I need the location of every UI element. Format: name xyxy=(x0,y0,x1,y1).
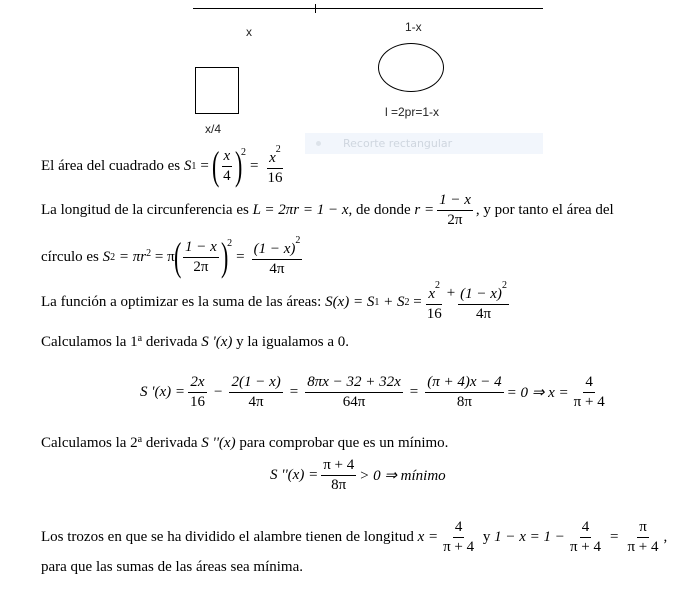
paren: ( xyxy=(173,234,182,279)
text: La función a optimizar es la suma de las áreas: xyxy=(41,293,326,310)
math: r = xyxy=(414,201,435,218)
fraction: $\frac{2x}{16}$ xyxy=(189,373,205,410)
x-label: x xyxy=(246,25,252,39)
paren: ( xyxy=(211,143,220,188)
math: = xyxy=(409,293,422,310)
snip-tooltip[interactable] xyxy=(305,133,543,154)
paragraph-second-derivative: Calculamos la 2 $^a$ derivada S ''(x) para comprobar que es un mínimo. xyxy=(41,433,449,451)
math: 1 − x = 1 − xyxy=(494,528,565,545)
fraction: $\frac{4}{\pi + 4}$ xyxy=(569,518,601,555)
fraction: $\frac{(1 - x)^2}{4\pi}$ xyxy=(460,280,507,322)
text: y xyxy=(479,528,495,545)
fraction: $\frac{8\pi x - 32 + 32x}{64\pi}$ xyxy=(307,373,401,410)
fraction: $\frac{(\pi + 4)x - 4}{8\pi}$ xyxy=(427,373,502,410)
circle-top-label: 1-x xyxy=(405,20,422,34)
paragraph-circumference xyxy=(41,190,614,230)
paragraph-circle-area: círculo es S 2 = πr $^2$ = π ( $\frac{1 - x}{2\pi}$ ) $^2$ = $\frac{(1 - x)^2}{4\pi}$ xyxy=(41,234,301,279)
fraction: $\frac{1 - x}{2\pi}$ xyxy=(185,238,217,275)
math: = 0 ⇒ x = xyxy=(506,384,569,401)
fraction: $\frac{(1 - x)^2}{4\pi}$ xyxy=(253,235,301,277)
math: 1 xyxy=(191,160,197,172)
wire-line xyxy=(193,8,543,9)
text: para comprobar que es un mínimo. xyxy=(235,434,449,451)
math: x = xyxy=(417,528,439,545)
paren: ) xyxy=(234,143,242,188)
text: , y por tanto el área del xyxy=(475,201,614,218)
fraction: $\frac{4}{\pi + 4}$ xyxy=(573,373,605,410)
paragraph-objective: La función a optimizar es la suma de las áreas: S(x) = S 1 + S 2 = $\frac{x^2}{16}$ + $\frac{(1 - x)^2}{4\pi}$ xyxy=(41,280,507,322)
math: = π xyxy=(151,248,175,265)
circle-bottom-label: l =2pr=1-x xyxy=(385,105,440,119)
equation-second-derivative xyxy=(270,455,446,495)
text: El área del cuadrado es xyxy=(41,157,184,174)
math: L = 2πr = 1 − x xyxy=(252,201,349,218)
text: para que las sumas de las áreas sea mínima. xyxy=(41,558,303,575)
fraction: $\frac{x^2}{16}$ xyxy=(426,280,442,322)
paren: ) xyxy=(220,234,229,279)
math: S xyxy=(102,248,111,265)
paragraph-conclusion: Los trozos en que se ha dividido el alambre tienen de longitud x = $\frac{4}{\pi + 4}$ y 1 − x = 1 − $\frac{4}{\pi + 4}$ = $\frac{\pi}{\pi + 4}$ , xyxy=(41,518,668,555)
math: S ''(x) = xyxy=(270,466,319,483)
text: Calculamos la 1 xyxy=(41,333,138,350)
math: > 0 ⇒ mínimo xyxy=(359,467,446,484)
fraction: $\frac{\pi}{\pi + 4}$ xyxy=(627,518,659,555)
bullet-icon xyxy=(316,141,321,146)
fraction: $\frac{x}{4}$ xyxy=(223,147,231,184)
fraction: $\frac{x^2}{16}$ xyxy=(267,144,283,186)
text: La longitud de la circunferencia es xyxy=(41,201,253,218)
square-shape xyxy=(195,67,239,114)
math: S '(x) = xyxy=(140,383,185,400)
text: derivada xyxy=(142,333,202,350)
text: y la igualamos a 0. xyxy=(232,333,349,350)
text: Calculamos la 2 xyxy=(41,434,138,451)
math: 2 xyxy=(240,146,246,158)
tooltip-label: Recorte rectangular xyxy=(343,137,453,150)
text: Los trozos en que se ha dividido el alambre tienen de longitud xyxy=(41,528,418,545)
wire-cut-mark xyxy=(315,4,316,13)
math: = xyxy=(249,157,259,174)
paragraph-square-area xyxy=(41,143,287,188)
math: = xyxy=(200,157,209,174)
text: círculo es xyxy=(41,248,103,265)
circle-shape xyxy=(378,43,444,92)
text: derivada xyxy=(142,434,202,451)
math: S xyxy=(183,157,192,174)
square-label: x/4 xyxy=(205,122,222,136)
text: , de donde xyxy=(348,201,415,218)
math: S ''(x) xyxy=(201,434,236,451)
math: + S xyxy=(379,293,405,310)
fraction: $\frac{\pi + 4}{8\pi}$ xyxy=(323,456,355,493)
fraction: $\frac{1 - x}{2\pi}$ xyxy=(439,191,471,228)
fraction: $\frac{2(1 - x)}{4\pi}$ xyxy=(231,373,281,410)
math: S '(x) xyxy=(201,333,233,350)
math: = πr xyxy=(115,248,147,265)
paragraph-conclusion-end xyxy=(41,557,303,577)
paragraph-first-derivative: Calculamos la 1 $^a$ derivada S '(x) y la igualamos a 0. xyxy=(41,332,349,350)
equation-first-derivative: S '(x) = $\frac{2x}{16}$ − $\frac{2(1 - x)}{4\pi}$ = $\frac{8\pi x - 32 + 32x}{64\pi}$ = $\frac{(\pi + 4)x - 4}{8\pi}$ = 0 ⇒ x = $\frac{4}{\pi + 4}$ xyxy=(140,373,605,410)
math: S(x) = S xyxy=(325,293,375,310)
fraction: $\frac{4}{\pi + 4}$ xyxy=(443,518,475,555)
